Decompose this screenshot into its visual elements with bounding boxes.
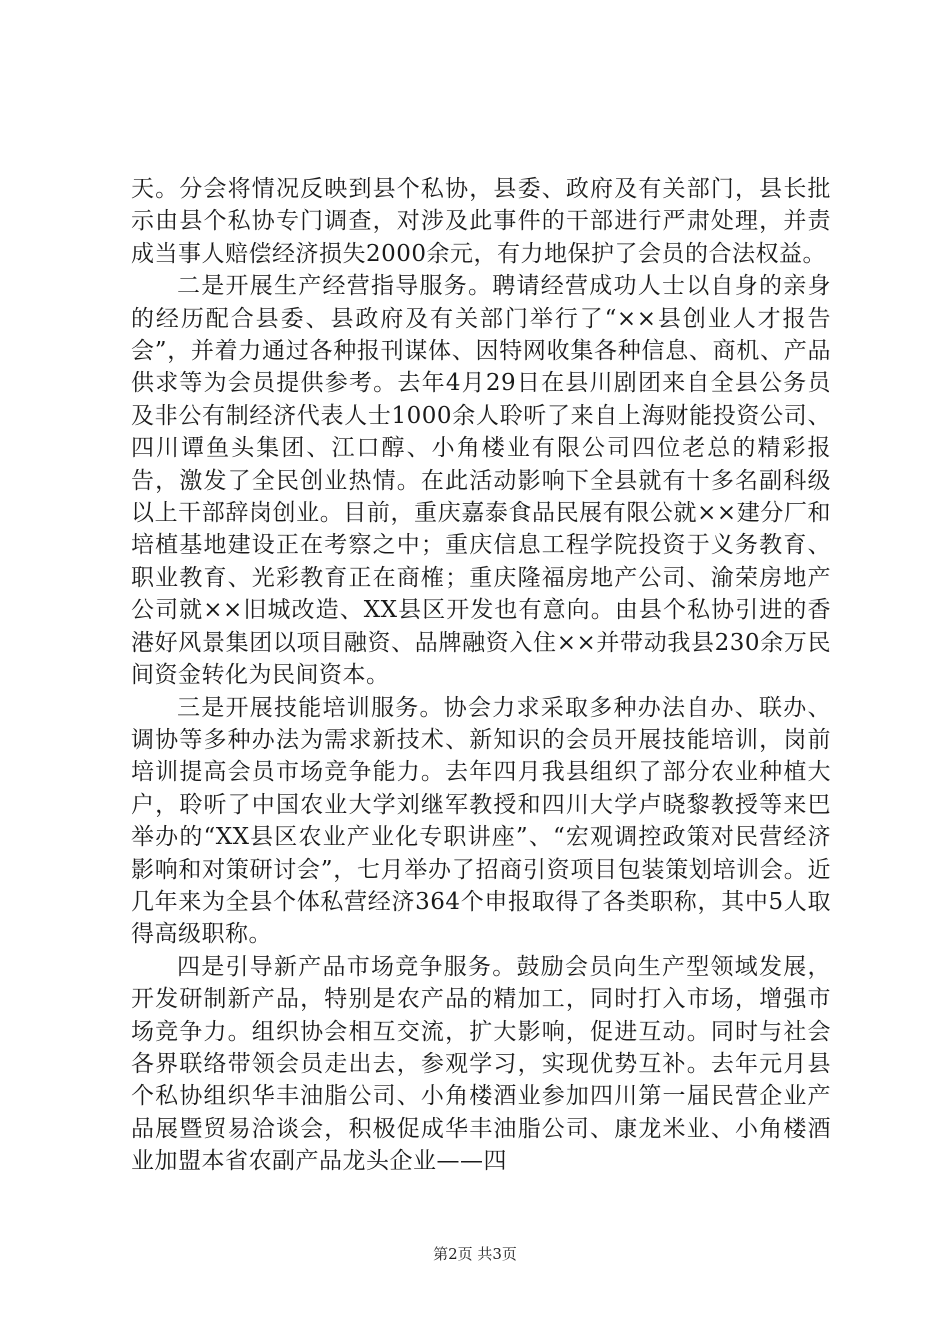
paragraph-skills-training: 三是开展技能培训服务。协会力求采取多种办法自办、联办、调协等多种办法为需求新技术、新知识的会员开展技能培训，岗前培训提高会员市场竞争能力。去年四月我县组织了部分农业种植大户，聆听了中国农业大学刘继军教授和四川大学卢晓黎教授等来巴举办的“XX县区农业产业化专职讲座”、“宏观调控政策对民营经济影响和对策研讨会”，七月举办了招商引资项目包装策划培训会。近几年来为全县个体私营经济364个申报取得了各类职称，其中5人取得高级职称。 xyxy=(131,694,831,948)
paragraph-continuation: 天。分会将情况反映到县个私协，县委、政府及有关部门，县长批示由县个私协专门调查，对涉及此事件的干部进行严肃处理，并责成当事人赔偿经济损失2000余元，有力地保护了会员的合法权益。 xyxy=(131,176,831,267)
paragraph-production-guidance: 二是开展生产经营指导服务。聘请经营成功人士以自身的亲身的经历配合县委、县政府及有关部门举行了“××县创业人才报告会”，并着力通过各种报刊谋体、因特网收集各种信息、商机、产品供求等为会员提供参考。去年4月29日在县川剧团来自全县公务员及非公有制经济代表人士1000余人聆听了来自上海财能投资公司、四川谭鱼头集团、江口醇、小角楼业有限公司四位老总的精彩报告，激发了全民创业热情。在此活动影响下全县就有十多名副科级以上干部辞岗创业。目前，重庆嘉泰食品民展有限公就××建分厂和培植基地建设正在考察之中；重庆信息工程学院投资于义务教育、职业教育、光彩教育正在商榷；重庆隆福房地产公司、渝荣房地产公司就××旧城改造、XX县区开发也有意向。由县个私协引进的香港好风景集团以项目融资、品牌融资入住××并带动我县230余万民间资金转化为民间资本。 xyxy=(131,273,831,689)
paragraph-new-products: 四是引导新产品市场竞争服务。鼓励会员向生产型领域发展，开发研制新产品，特别是农产品的精加工，同时打入市场，增强市场竞争力。组织协会相互交流，扩大影响，促进互动。同时与社会各界联络带领会员走出去，参观学习，实现优势互补。去年元月县个私协组织华丰油脂公司、小角楼酒业参加四川第一届民营企业产品展暨贸易洽谈会，积极促成华丰油脂公司、康龙米业、小角楼酒业加盟本省农副产品龙头企业——四 xyxy=(131,953,831,1175)
document-body xyxy=(131,173,831,1178)
page-number-footer: 第2页 共3页 xyxy=(433,1245,517,1263)
